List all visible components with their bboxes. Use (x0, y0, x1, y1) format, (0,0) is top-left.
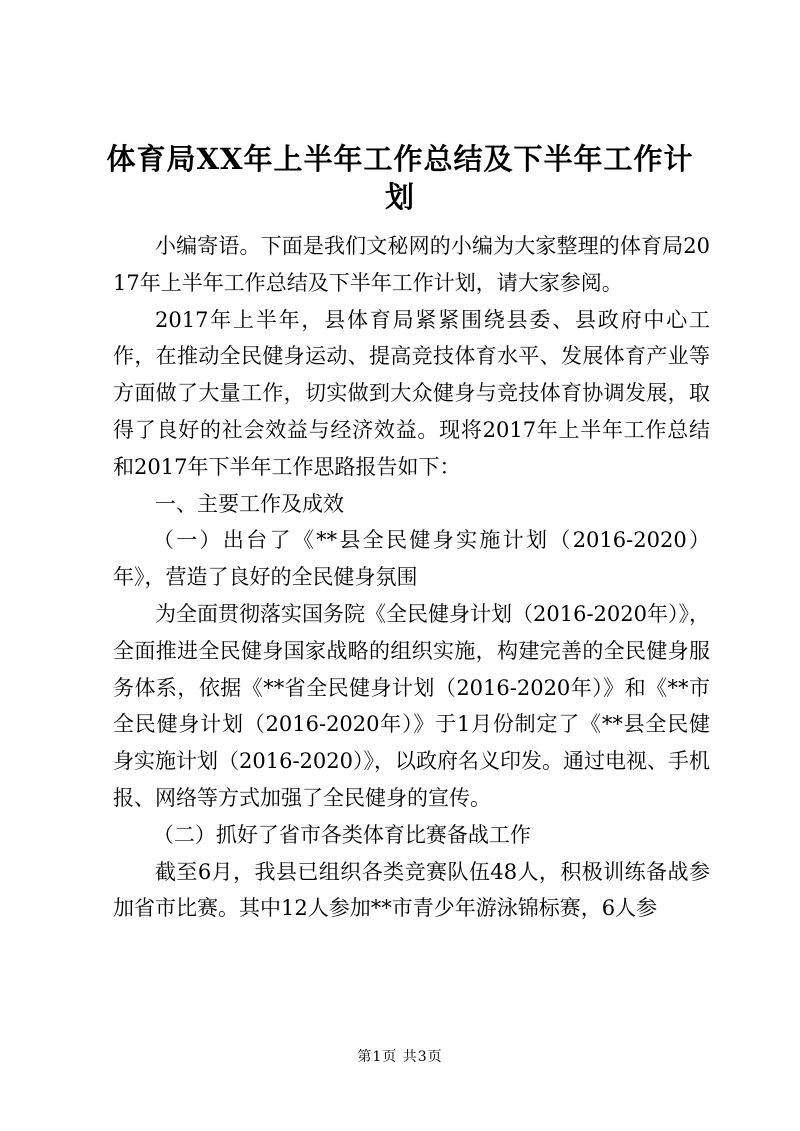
subsection-heading-1: （一）出台了《**县全民健身实施计划（2016-2020）年》，营造了良好的全民健身氛围 (113, 528, 710, 590)
paragraph-competition: 截至6月，我县已组织各类竞赛队伍48人，积极训练备战参加省市比赛。其中12人参加**市青少年游泳锦标赛，6人参 (113, 859, 710, 921)
subsection-heading-2: （二）抓好了省市各类体育比赛备战工作 (152, 822, 531, 847)
document-title: 体育局XX年上半年工作总结及下半年工作计划 (106, 142, 694, 214)
document-body (113, 228, 710, 927)
paragraph-summary: 2017年上半年，县体育局紧紧围绕县委、县政府中心工作，在推动全民健身运动、提高竞技体育水平、发展体育产业等方面做了大量工作，切实做到大众健身与竞技体育协调发展，取得了良好的社会效益与经济效益。现将2017年上半年工作总结和2017年下半年工作思路报告如下： (113, 307, 710, 479)
section-heading-main-work: 一、主要工作及成效 (155, 491, 344, 516)
paragraph-fitness-plan: 为全面贯彻落实国务院《全民健身计划（2016-2020年）》，全面推进全民健身国家战略的组织实施，构建完善的全民健身服务体系，依据《**省全民健身计划（2016-2020年）》和《**市全民健身计划（2016-2020年）》于1月份制定了《**县全民健身实施计划（2016-2020）》，以政府名义印发。通过电视、手机报、网络等方式加强了全民健身的宣传。 (113, 601, 710, 810)
paragraph-intro: 小编寄语。下面是我们文秘网的小编为大家整理的体育局2017年上半年工作总结及下半年工作计划，请大家参阅。 (113, 234, 710, 295)
page-footer: 第1页 共3页 (357, 1049, 443, 1065)
